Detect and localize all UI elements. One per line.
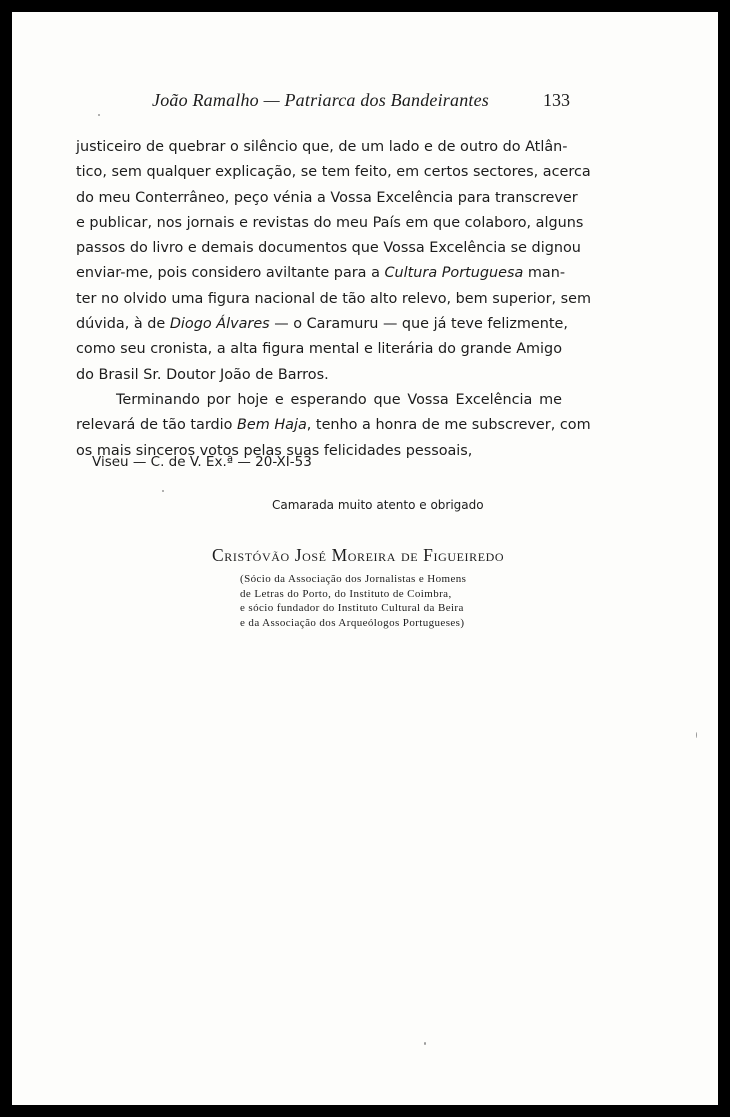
affiliation-line: e sócio fundador do Instituto Cultural da Beira [240,602,464,614]
text-line: como seu cronista, a alta figura mental e literária do grande Amigo [76,341,562,358]
text-line: e publicar, nos jornais e revistas do meu País em que colaboro, alguns [76,214,584,231]
text-line [76,261,566,286]
text-segment: relevará de tão tardio [76,417,237,434]
italic-name-diogo-alvares: Diogo Álvares [169,316,270,333]
text-segment: man- [523,265,566,282]
paragraph-2 [76,388,591,464]
page-number: 133 [543,90,570,110]
text-line: Terminando por hoje e esperando que Vossa Excelência me [116,391,562,408]
italic-title-cultura-portuguesa: Cultura Portuguesa [384,265,524,282]
text-line: passos do livro e demais documentos que Vossa Excelência se dignou [76,240,581,257]
paper-speck [98,114,100,116]
running-header [152,90,572,116]
text-line [76,413,591,438]
text-line [76,312,568,337]
book-page [12,12,718,1105]
text-segment: dúvida, à de [76,316,170,333]
text-line: ter no olvido uma figura nacional de tão alto relevo, bem superior, sem [76,290,591,307]
paper-speck [696,732,697,738]
text-segment: enviar-me, pois considero aviltante para a [76,265,385,282]
italic-bem-haja: Bem Haja [237,417,307,434]
text-line: justiceiro de quebrar o silêncio que, de um lado e de outro do Atlân- [76,139,568,155]
affiliation-line: de Letras do Porto, do Instituto de Coimbra, [240,587,452,600]
text-line: do Brasil Sr. Doutor João de Barros. [76,366,329,383]
text-segment: — o Caramuru — que já teve felizmente, [269,316,568,333]
text-line: os mais sinceros votos pelas suas felicidades pessoais, [76,442,473,459]
paragraph-1 [76,135,591,388]
header-title: João Ramalho — Patriarca dos Bandeirantes [152,90,490,110]
paper-speck [424,1042,426,1045]
text-line: tico, sem qualquer explicação, se tem feito, em certos sectores, acerca [76,164,591,181]
paper-speck [162,490,164,492]
closing-salutation: Camarada muito atento e obrigado [272,498,484,512]
signature-name: Cristóvão José Moreira de Figueiredo [212,545,505,565]
dateline: Viseu — C. de V. Ex.ª — 20-XI-53 [92,454,312,470]
text-segment: , tenho a honra de me subscrever, com [306,417,591,434]
letter-body [76,135,591,464]
signatory-affiliation [240,572,520,630]
affiliation-line: e da Associação dos Arqueólogos Portugueses) [240,616,465,629]
affiliation-line: (Sócio da Associação dos Jornalistas e Homens [240,573,467,585]
text-line: do meu Conterrâneo, peço vénia a Vossa Excelência para transcrever [76,189,578,206]
